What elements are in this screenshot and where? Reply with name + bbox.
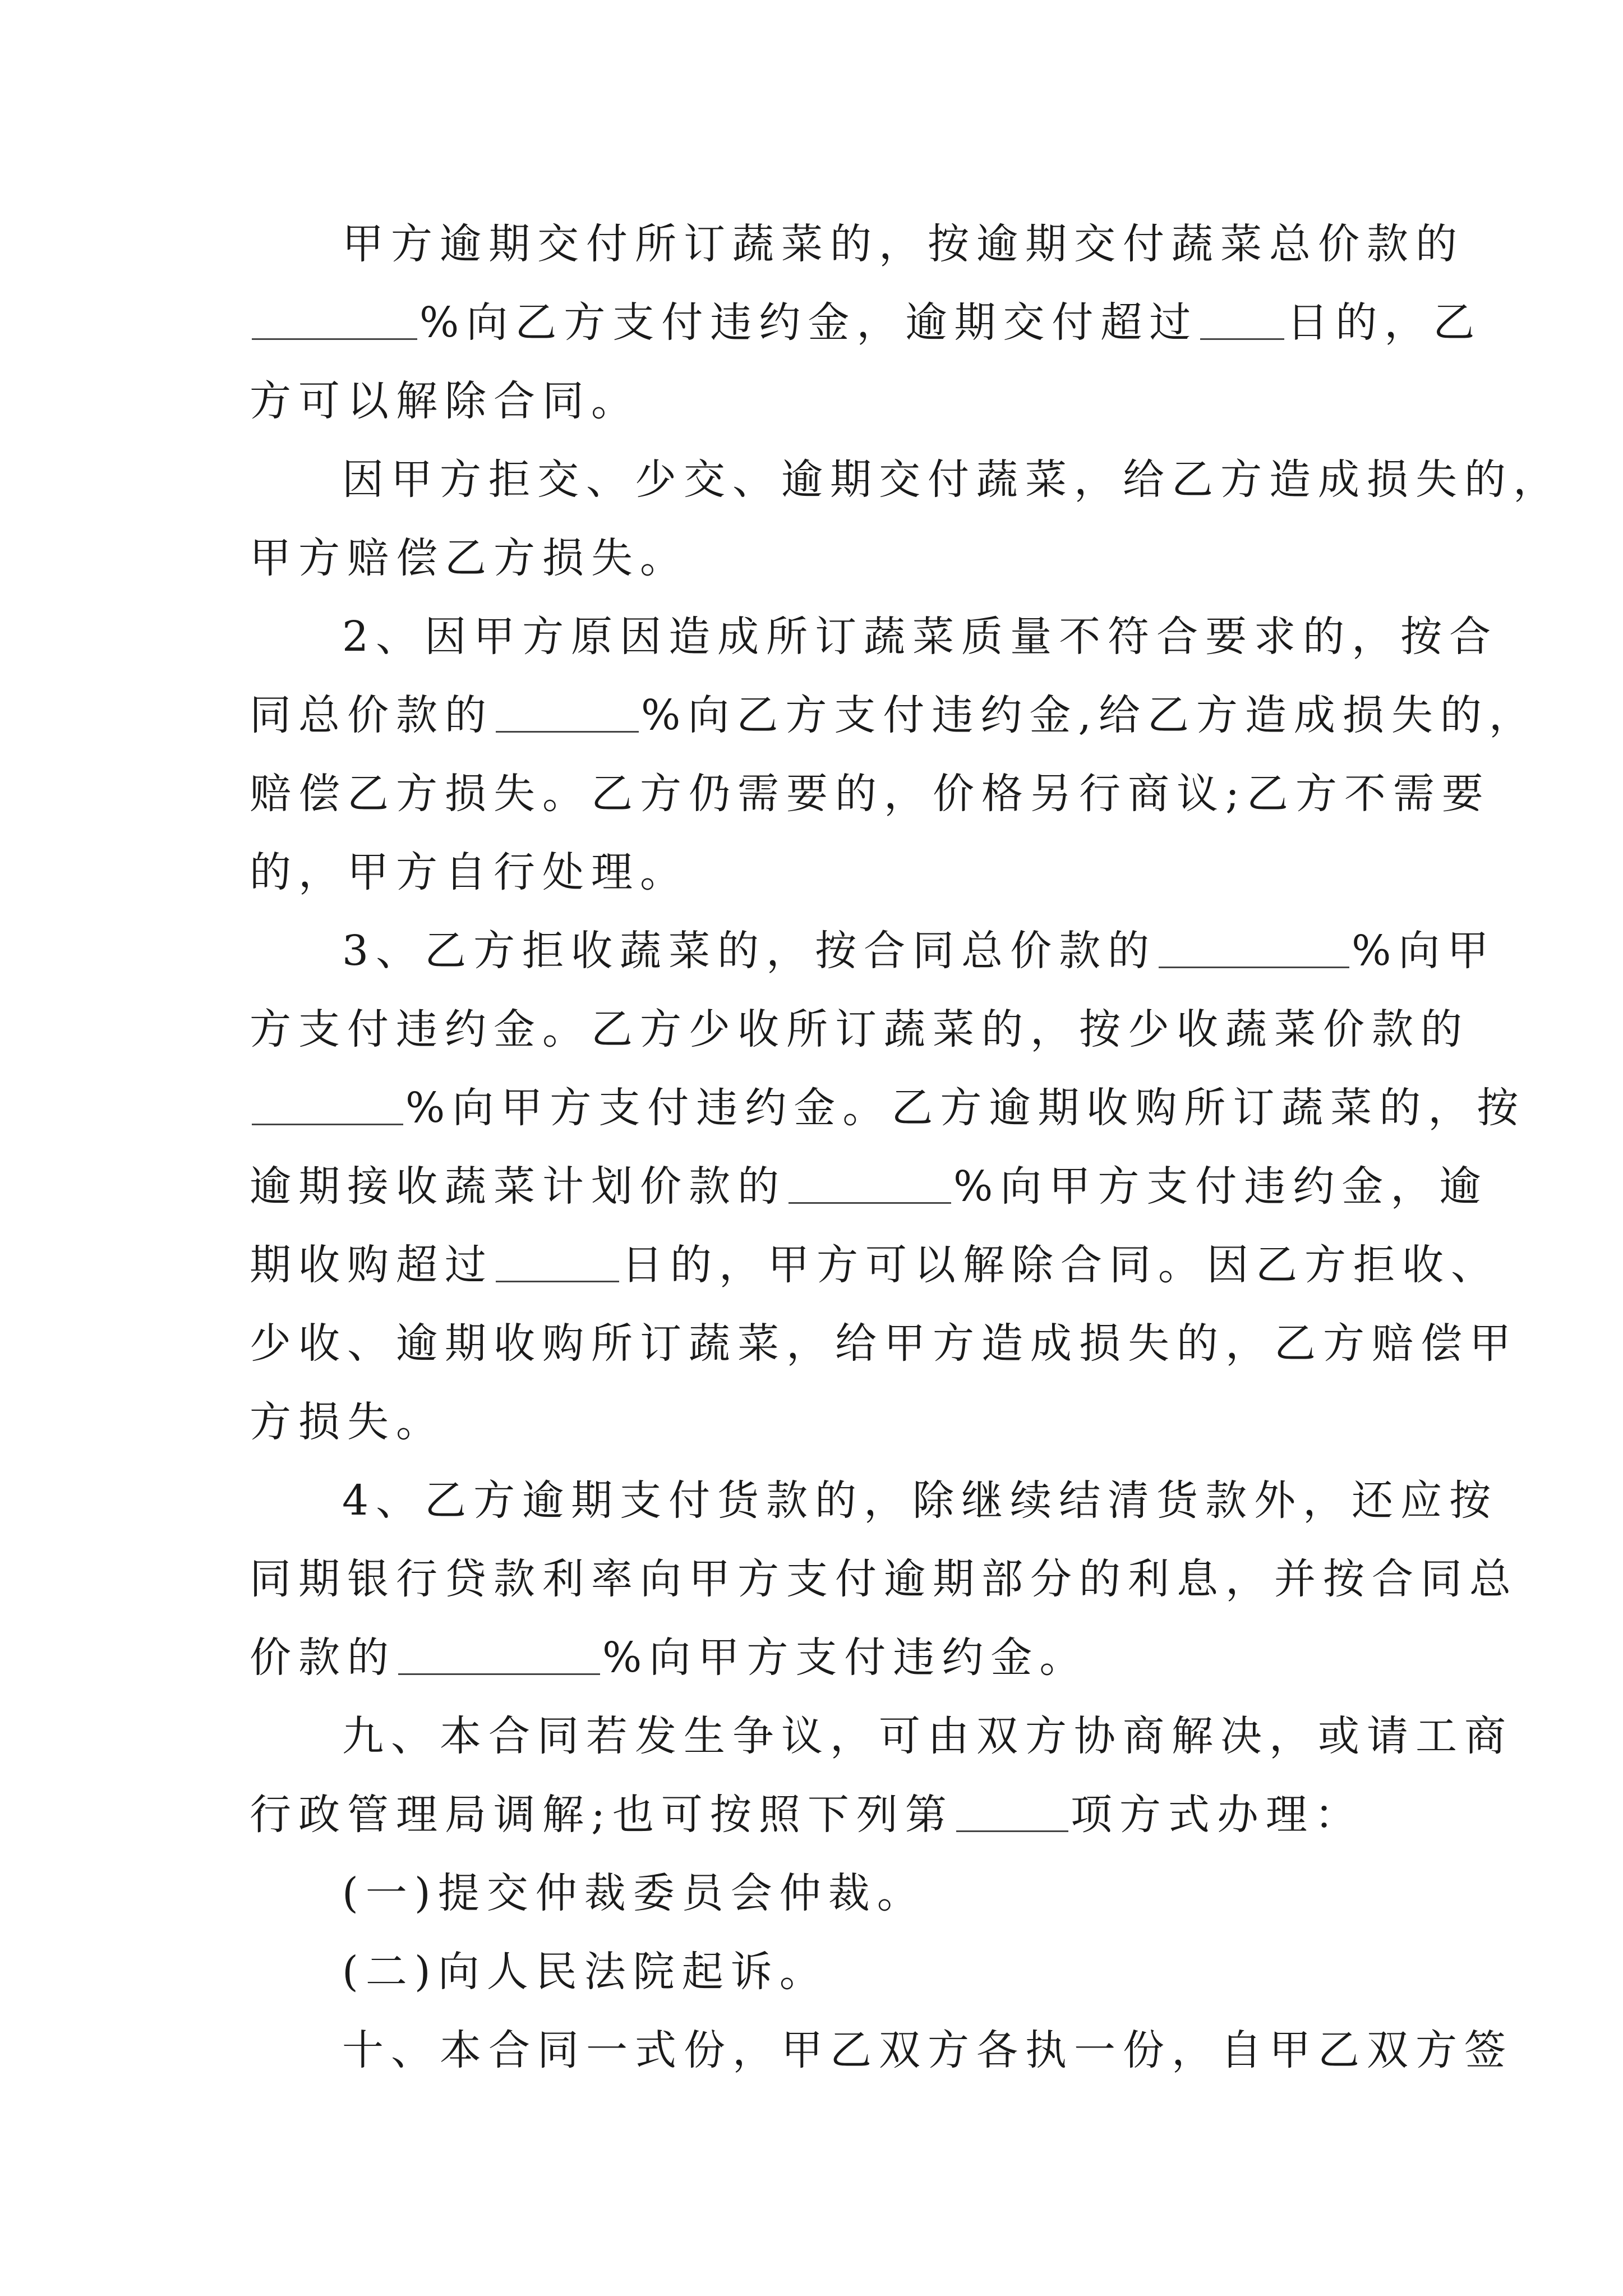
line-text: %向甲 bbox=[1352, 927, 1496, 975]
fill-blank bbox=[496, 1239, 619, 1282]
fill-blank bbox=[252, 297, 417, 340]
text-line bbox=[342, 205, 1486, 283]
fill-blank bbox=[398, 1632, 600, 1675]
line-text: 十、本合同一式份，甲乙双方各执一份，自甲乙双方签 bbox=[342, 2026, 1513, 2074]
line-text: 同总价款的 bbox=[250, 691, 494, 739]
line-text: 因甲方拒交、少交、逾期交付蔬菜，给乙方造成损失的， bbox=[342, 455, 1562, 504]
line-text: 方支付违约金。乙方少收所订蔬菜的，按少收蔬菜价款的 bbox=[250, 1005, 1469, 1053]
text-line bbox=[342, 912, 1496, 990]
line-text: 项方式办理： bbox=[1070, 1791, 1363, 1839]
line-text: 日的，乙 bbox=[1287, 298, 1482, 347]
line-text: %向甲方支付违约金。乙方逾期收购所订蔬菜的，按 bbox=[405, 1084, 1526, 1132]
text-line bbox=[250, 676, 1538, 754]
line-text: 4、乙方逾期支付货款的，除继续结清货款外，还应按 bbox=[342, 1476, 1498, 1525]
line-text: 九、本合同若发生争议，可由双方协商解决，或请工商 bbox=[342, 1712, 1513, 1760]
line-text: 行政管理局调解;也可按照下列第 bbox=[250, 1791, 954, 1839]
line-text: 的，甲方自行处理。 bbox=[250, 848, 689, 896]
line-text: 同期银行贷款利率向甲方支付逾期部分的利息，并按合同总 bbox=[250, 1555, 1518, 1603]
text-line bbox=[250, 754, 1491, 833]
text-line bbox=[342, 1854, 1486, 1932]
line-text: 甲方赔偿乙方损失。 bbox=[250, 534, 689, 582]
fill-blank bbox=[496, 689, 639, 733]
line-text: 方可以解除合同。 bbox=[250, 377, 640, 425]
text-line bbox=[250, 519, 1394, 597]
line-text: 赔偿乙方损失。乙方仍需要的，价格另行商议;乙方不需要 bbox=[250, 770, 1491, 818]
text-line bbox=[250, 1383, 1394, 1461]
line-text: 2、因甲方原因造成所订蔬菜质量不符合要求的，按合 bbox=[342, 613, 1498, 661]
text-line bbox=[250, 833, 1394, 912]
text-line bbox=[250, 1540, 1518, 1618]
line-text: 甲方逾期交付所订蔬菜的，按逾期交付蔬菜总价款的 bbox=[342, 220, 1464, 268]
text-line bbox=[250, 1226, 1500, 1304]
line-text: 期收购超过 bbox=[250, 1241, 494, 1289]
line-text: (一)提交仲裁委员会仲裁。 bbox=[342, 1869, 926, 1917]
line-text: %向乙方支付违约金,给乙方造成损失的， bbox=[641, 691, 1538, 739]
fill-blank bbox=[1159, 925, 1349, 968]
text-line bbox=[250, 362, 1394, 440]
text-line bbox=[342, 597, 1498, 676]
text-line bbox=[342, 2011, 1513, 2090]
text-line bbox=[250, 1147, 1488, 1226]
text-line bbox=[250, 283, 1482, 362]
line-text: 3、乙方拒收蔬菜的，按合同总价款的 bbox=[342, 927, 1157, 975]
line-text: 日的，甲方可以解除合同。因乙方拒收、 bbox=[621, 1241, 1500, 1289]
text-line bbox=[250, 1775, 1394, 1854]
text-line bbox=[342, 440, 1562, 519]
text-line bbox=[250, 990, 1469, 1069]
text-line bbox=[342, 1932, 1486, 2011]
text-line bbox=[250, 1069, 1526, 1147]
line-text: (二)向人民法院起诉。 bbox=[342, 1948, 828, 1996]
fill-blank bbox=[1200, 297, 1284, 340]
line-text: %向甲方支付违约金。 bbox=[602, 1634, 1089, 1682]
text-line bbox=[250, 1618, 1394, 1697]
line-text: %向甲方支付违约金，逾 bbox=[953, 1162, 1488, 1211]
text-line bbox=[342, 1461, 1498, 1540]
text-line bbox=[342, 1697, 1513, 1775]
line-text: %向乙方支付违约金，逾期交付超过 bbox=[419, 298, 1198, 347]
line-text: 少收、逾期收购所订蔬菜，给甲方造成损失的，乙方赔偿甲 bbox=[250, 1319, 1518, 1368]
fill-blank bbox=[789, 1161, 951, 1204]
fill-blank bbox=[956, 1789, 1068, 1832]
line-text: 方损失。 bbox=[250, 1398, 445, 1446]
line-text: 价款的 bbox=[250, 1634, 396, 1682]
text-line bbox=[250, 1304, 1518, 1383]
line-text: 逾期接收蔬菜计划价款的 bbox=[250, 1162, 786, 1211]
fill-blank bbox=[252, 1082, 403, 1125]
